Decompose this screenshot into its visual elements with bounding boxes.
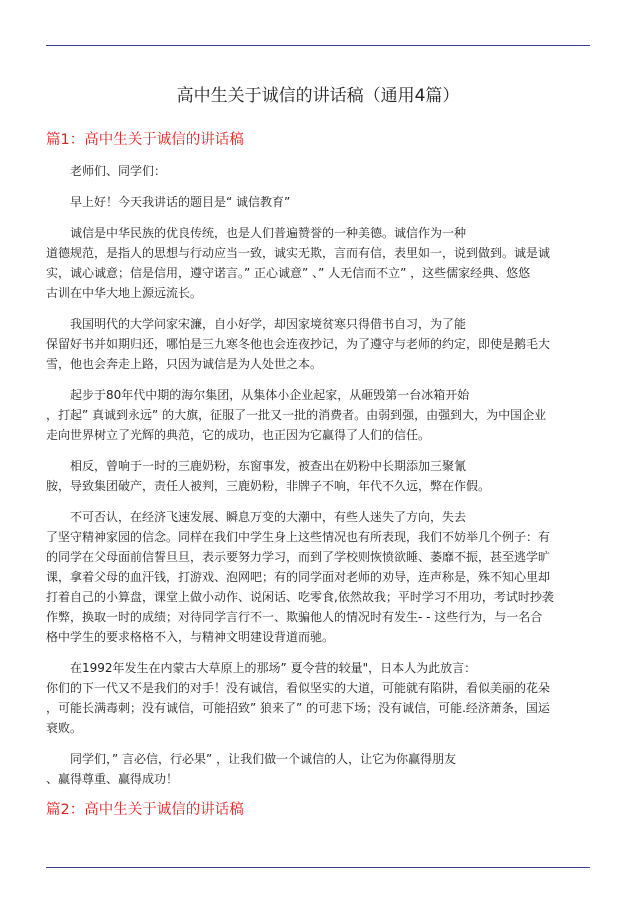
paragraph-line: 我国明代的大学问家宋濂，自小好学，却因家境贫寒只得借书自习，为了能	[70, 317, 467, 331]
paragraph-line: 雪，他也会奔走上路，只因为诚信是为人处世之本。	[46, 357, 323, 371]
section-1-paragraphs	[46, 161, 590, 789]
paragraph-line: 你们的下一代又不是我们的对手！没有诚信，看似坚实的大道，可能就有陷阱，看似美丽的花朵	[46, 681, 551, 695]
paragraph-line: 的同学在父母面前信誓旦旦，表示要努力学习，而到了学校则恢愤欲睡、萎靡不振，甚至逃学旷	[46, 550, 551, 564]
paragraph-line: 诚信是中华民族的优良传统，也是人们普遍赞誉的一种美德。诚信作为一种	[70, 226, 467, 240]
paragraph-line: ，可能长满毒刺；没有诚信，可能招致” 狼来了” 的可悲下场；没有诚信，可能.经济萧条，国运	[46, 701, 550, 715]
paragraph-line: 胺，导致集团破产，责任人被判，三鹿奶粉，非牌子不响，年代不久远，弊在作假。	[46, 479, 491, 493]
paragraph-line: 保留好书并如期归还，哪怕是三九寒冬他也会连夜抄记，为了遵守与老师的约定，即使是鹅毛大	[46, 337, 551, 351]
paragraph-line: 了坚守精神家园的信念。同样在我们中学生身上这些情况也有所表现，我们不妨举几个例子：有	[46, 530, 551, 544]
paragraph-line: 格中学生的要求格格不入，与精神文明建设背道而驰。	[46, 630, 335, 644]
paragraph-line: 相反，曾响于一时的三鹿奶粉，东窗事发，被查出在奶粉中长期添加三聚氰	[70, 459, 467, 473]
paragraph	[46, 161, 590, 181]
paragraph-line: 古训在中华大地上源远流长。	[46, 286, 203, 300]
section-heading-1: 篇1：高中生关于诚信的讲话稿	[46, 132, 244, 148]
paragraph-line: 衰败。	[46, 721, 83, 735]
top-rule	[46, 45, 590, 46]
paragraph-line: 在1992年发生在内蒙古大草原上的那场” 夏令营的较量"，日本人为此放言：	[70, 661, 477, 675]
paragraph-line: 起步于80年代中期的海尔集团，从集体小企业起家，从砸毁第一台冰箱开始	[70, 388, 470, 402]
paragraph-line: 早上好！今天我讲话的题目是“ 诚信教育”	[70, 195, 291, 209]
bottom-rule	[46, 867, 590, 868]
paragraph-line: 走向世界树立了光辉的典范，它的成功，也正因为它赢得了人们的信任。	[46, 428, 431, 442]
paragraph-line: 道德规范，是指人的思想与行动应当一致，诚实无欺，言而有信，表里如一，说到做到。诚是诚	[46, 246, 551, 260]
paragraph-line: 实，诚心诚意；信是信用，遵守诺言。” 正心诚意” 、” 人无信而不立” ，这些儒家经典、悠悠	[46, 266, 531, 280]
paragraph-line: 老师们、同学们：	[70, 164, 167, 178]
document-title: 高中生关于诚信的讲话稿（通用4篇）	[176, 86, 460, 106]
paragraph	[46, 456, 590, 496]
paragraph	[46, 749, 590, 789]
paragraph-line: 打着自己的小算盘，课堂上做小动作、说闲话、吃零食,依然故我；平时学习不用功，考试时抄袭	[46, 590, 554, 604]
paragraph-line: 不可否认，在经济飞速发展、瞬息万变的大潮中，有些人迷失了方向，失去	[70, 510, 467, 524]
paragraph	[46, 507, 590, 647]
paragraph-line: ，打起” 真诚到永远” 的大旗，征服了一批又一批的消费者。由弱到强，由强到大，为中国企业	[46, 408, 547, 422]
paragraph	[46, 385, 590, 445]
paragraph-line: 课，拿着父母的血汗钱，打游戏、泡网吧；有的同学面对老师的劝导，连声称是，殊不知心里却	[46, 570, 551, 584]
paragraph	[46, 192, 590, 212]
section-heading-2: 篇2：高中生关于诚信的讲话稿	[46, 802, 244, 818]
paragraph	[46, 223, 590, 303]
paragraph-line: 、赢得尊重、赢得成功！	[46, 772, 179, 786]
paragraph-line: 同学们，” 言必信，行必果” ，让我们做一个诚信的人，让它为你赢得朋友	[70, 752, 457, 766]
paragraph	[46, 314, 590, 374]
document-body	[46, 84, 590, 831]
paragraph-line: 作弊，换取一时的成绩；对待同学言行不一、欺骗他人的情况时有发生- - 这些行为，与一名合	[46, 610, 543, 624]
paragraph	[46, 658, 590, 738]
